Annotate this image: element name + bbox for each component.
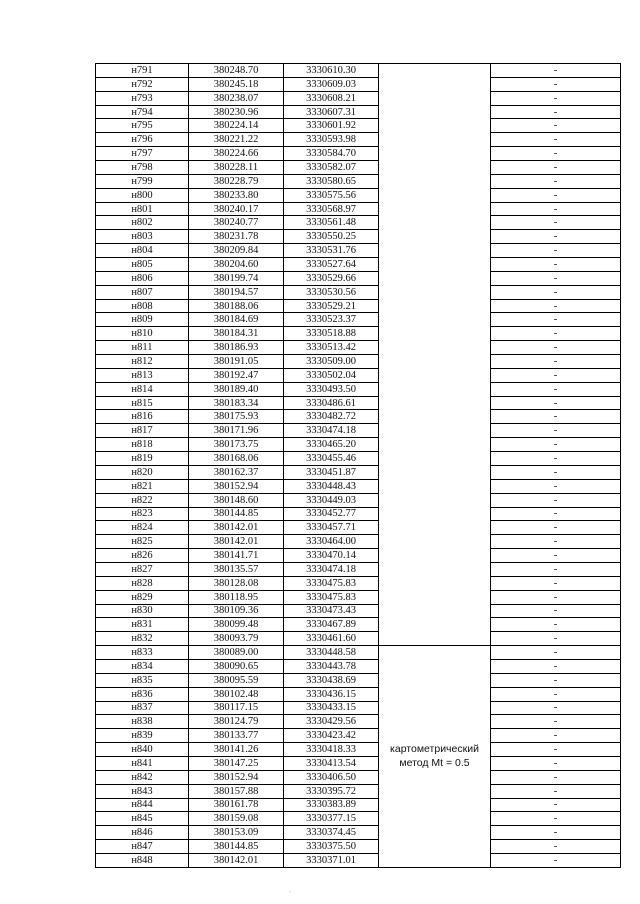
table-row — [96, 452, 621, 466]
x-coordinate-cell: 380248.70 — [189, 64, 284, 78]
x-coordinate-cell: 380157.88 — [189, 784, 284, 798]
table-row — [96, 493, 621, 507]
y-coordinate-cell: 3330568.97 — [284, 202, 379, 216]
y-coordinate-cell: 3330464.00 — [284, 535, 379, 549]
x-coordinate-cell: 380224.66 — [189, 147, 284, 161]
x-coordinate-cell: 380135.57 — [189, 562, 284, 576]
y-coordinate-cell: 3330502.04 — [284, 368, 379, 382]
point-id-cell: н808 — [96, 299, 189, 313]
x-coordinate-cell: 380233.80 — [189, 188, 284, 202]
accuracy-cell: - — [491, 687, 621, 701]
y-coordinate-cell: 3330550.25 — [284, 230, 379, 244]
point-id-cell: н811 — [96, 341, 189, 355]
accuracy-cell: - — [491, 812, 621, 826]
method-cell: картометрический метод Mt = 0.5 — [379, 646, 491, 868]
y-coordinate-cell: 3330509.00 — [284, 355, 379, 369]
point-id-cell: н831 — [96, 618, 189, 632]
y-coordinate-cell: 3330475.83 — [284, 590, 379, 604]
y-coordinate-cell: 3330607.31 — [284, 105, 379, 119]
y-coordinate-cell: 3330451.87 — [284, 465, 379, 479]
y-coordinate-cell: 3330482.72 — [284, 410, 379, 424]
table-row — [96, 258, 621, 272]
x-coordinate-cell: 380142.01 — [189, 853, 284, 867]
table-row — [96, 341, 621, 355]
accuracy-cell: - — [491, 756, 621, 770]
table-row — [96, 188, 621, 202]
y-coordinate-cell: 3330438.69 — [284, 673, 379, 687]
x-coordinate-cell: 380153.09 — [189, 826, 284, 840]
table-row — [96, 507, 621, 521]
x-coordinate-cell: 380144.85 — [189, 507, 284, 521]
accuracy-cell: - — [491, 701, 621, 715]
x-coordinate-cell: 380228.79 — [189, 174, 284, 188]
accuracy-cell: - — [491, 632, 621, 646]
y-coordinate-cell: 3330523.37 — [284, 313, 379, 327]
accuracy-cell: - — [491, 285, 621, 299]
x-coordinate-cell: 380199.74 — [189, 271, 284, 285]
y-coordinate-cell: 3330452.77 — [284, 507, 379, 521]
x-coordinate-cell: 380161.78 — [189, 798, 284, 812]
x-coordinate-cell: 380142.01 — [189, 521, 284, 535]
table-row — [96, 576, 621, 590]
point-id-cell: н791 — [96, 64, 189, 78]
point-id-cell: н803 — [96, 230, 189, 244]
accuracy-cell: - — [491, 188, 621, 202]
table-row — [96, 853, 621, 867]
x-coordinate-cell: 380171.96 — [189, 424, 284, 438]
y-coordinate-cell: 3330383.89 — [284, 798, 379, 812]
point-id-cell: н827 — [96, 562, 189, 576]
y-coordinate-cell: 3330513.42 — [284, 341, 379, 355]
point-id-cell: н812 — [96, 355, 189, 369]
accuracy-cell: - — [491, 119, 621, 133]
x-coordinate-cell: 380189.40 — [189, 382, 284, 396]
y-coordinate-cell: 3330575.56 — [284, 188, 379, 202]
accuracy-cell: - — [491, 230, 621, 244]
x-coordinate-cell: 380095.59 — [189, 673, 284, 687]
x-coordinate-cell: 380192.47 — [189, 368, 284, 382]
accuracy-cell: - — [491, 244, 621, 258]
accuracy-cell: - — [491, 133, 621, 147]
table-row — [96, 673, 621, 687]
point-id-cell: н834 — [96, 659, 189, 673]
table-row — [96, 812, 621, 826]
x-coordinate-cell: 380184.69 — [189, 313, 284, 327]
point-id-cell: н824 — [96, 521, 189, 535]
point-id-cell: н840 — [96, 743, 189, 757]
y-coordinate-cell: 3330475.83 — [284, 576, 379, 590]
accuracy-cell: - — [491, 410, 621, 424]
y-coordinate-cell: 3330473.43 — [284, 604, 379, 618]
y-coordinate-cell: 3330461.60 — [284, 632, 379, 646]
point-id-cell: н823 — [96, 507, 189, 521]
accuracy-cell: - — [491, 77, 621, 91]
accuracy-cell: - — [491, 105, 621, 119]
point-id-cell: н836 — [96, 687, 189, 701]
point-id-cell: н847 — [96, 840, 189, 854]
y-coordinate-cell: 3330531.76 — [284, 244, 379, 258]
point-id-cell: н820 — [96, 465, 189, 479]
accuracy-cell: - — [491, 341, 621, 355]
y-coordinate-cell: 3330448.43 — [284, 479, 379, 493]
accuracy-cell: - — [491, 535, 621, 549]
accuracy-cell: - — [491, 424, 621, 438]
table-row — [96, 368, 621, 382]
accuracy-cell: - — [491, 382, 621, 396]
point-id-cell: н838 — [96, 715, 189, 729]
y-coordinate-cell: 3330529.21 — [284, 299, 379, 313]
x-coordinate-cell: 380159.08 — [189, 812, 284, 826]
table-row — [96, 479, 621, 493]
x-coordinate-cell: 380245.18 — [189, 77, 284, 91]
point-id-cell: н792 — [96, 77, 189, 91]
table-row — [96, 590, 621, 604]
y-coordinate-cell: 3330529.66 — [284, 271, 379, 285]
point-id-cell: н794 — [96, 105, 189, 119]
point-id-cell: н828 — [96, 576, 189, 590]
accuracy-cell: - — [491, 853, 621, 867]
x-coordinate-cell: 380141.26 — [189, 743, 284, 757]
table-row — [96, 424, 621, 438]
accuracy-cell: - — [491, 729, 621, 743]
point-id-cell: н805 — [96, 258, 189, 272]
table-row — [96, 646, 621, 660]
table-row — [96, 355, 621, 369]
y-coordinate-cell: 3330465.20 — [284, 438, 379, 452]
accuracy-cell: - — [491, 271, 621, 285]
y-coordinate-cell: 3330395.72 — [284, 784, 379, 798]
accuracy-cell: - — [491, 299, 621, 313]
x-coordinate-cell: 380204.60 — [189, 258, 284, 272]
point-id-cell: н833 — [96, 646, 189, 660]
point-id-cell: н816 — [96, 410, 189, 424]
y-coordinate-cell: 3330418.33 — [284, 743, 379, 757]
y-coordinate-cell: 3330470.14 — [284, 549, 379, 563]
point-id-cell: н825 — [96, 535, 189, 549]
accuracy-cell: - — [491, 493, 621, 507]
y-coordinate-cell: 3330457.71 — [284, 521, 379, 535]
y-coordinate-cell: 3330518.88 — [284, 327, 379, 341]
y-coordinate-cell: 3330593.98 — [284, 133, 379, 147]
table-row — [96, 396, 621, 410]
table-row — [96, 313, 621, 327]
table-row — [96, 784, 621, 798]
point-id-cell: н842 — [96, 770, 189, 784]
accuracy-cell: - — [491, 438, 621, 452]
point-id-cell: н845 — [96, 812, 189, 826]
point-id-cell: н793 — [96, 91, 189, 105]
accuracy-cell: - — [491, 784, 621, 798]
x-coordinate-cell: 380221.22 — [189, 133, 284, 147]
x-coordinate-cell: 380238.07 — [189, 91, 284, 105]
table-row — [96, 632, 621, 646]
table-row — [96, 438, 621, 452]
accuracy-cell: - — [491, 798, 621, 812]
point-id-cell: н797 — [96, 147, 189, 161]
coordinates-table-body — [96, 64, 621, 868]
point-id-cell: н819 — [96, 452, 189, 466]
x-coordinate-cell: 380240.17 — [189, 202, 284, 216]
x-coordinate-cell: 380194.57 — [189, 285, 284, 299]
point-id-cell: н846 — [96, 826, 189, 840]
table-row — [96, 285, 621, 299]
table-row — [96, 535, 621, 549]
x-coordinate-cell: 380144.85 — [189, 840, 284, 854]
x-coordinate-cell: 380118.95 — [189, 590, 284, 604]
table-row — [96, 327, 621, 341]
table-row — [96, 659, 621, 673]
y-coordinate-cell: 3330371.01 — [284, 853, 379, 867]
accuracy-cell: - — [491, 202, 621, 216]
accuracy-cell: - — [491, 826, 621, 840]
table-row — [96, 299, 621, 313]
table-row — [96, 410, 621, 424]
table-row — [96, 562, 621, 576]
y-coordinate-cell: 3330608.21 — [284, 91, 379, 105]
table-row — [96, 174, 621, 188]
accuracy-cell: - — [491, 521, 621, 535]
y-coordinate-cell: 3330413.54 — [284, 756, 379, 770]
y-coordinate-cell: 3330530.56 — [284, 285, 379, 299]
table-row — [96, 715, 621, 729]
table-row — [96, 91, 621, 105]
x-coordinate-cell: 380117.15 — [189, 701, 284, 715]
point-id-cell: н804 — [96, 244, 189, 258]
table-row — [96, 549, 621, 563]
x-coordinate-cell: 380188.06 — [189, 299, 284, 313]
table-row — [96, 687, 621, 701]
accuracy-cell: - — [491, 161, 621, 175]
y-coordinate-cell: 3330433.15 — [284, 701, 379, 715]
x-coordinate-cell: 380124.79 — [189, 715, 284, 729]
y-coordinate-cell: 3330580.65 — [284, 174, 379, 188]
y-coordinate-cell: 3330527.64 — [284, 258, 379, 272]
y-coordinate-cell: 3330448.58 — [284, 646, 379, 660]
point-id-cell: н818 — [96, 438, 189, 452]
table-row — [96, 701, 621, 715]
accuracy-cell: - — [491, 604, 621, 618]
y-coordinate-cell: 3330467.89 — [284, 618, 379, 632]
table-row — [96, 743, 621, 757]
point-id-cell: н802 — [96, 216, 189, 230]
table-row — [96, 216, 621, 230]
accuracy-cell: - — [491, 840, 621, 854]
method-cell — [379, 64, 491, 646]
accuracy-cell: - — [491, 659, 621, 673]
y-coordinate-cell: 3330474.18 — [284, 424, 379, 438]
accuracy-cell: - — [491, 646, 621, 660]
x-coordinate-cell: 380230.96 — [189, 105, 284, 119]
point-id-cell: н821 — [96, 479, 189, 493]
table-row — [96, 147, 621, 161]
x-coordinate-cell: 380102.48 — [189, 687, 284, 701]
x-coordinate-cell: 380231.78 — [189, 230, 284, 244]
accuracy-cell: - — [491, 355, 621, 369]
table-row — [96, 119, 621, 133]
y-coordinate-cell: 3330601.92 — [284, 119, 379, 133]
x-coordinate-cell: 380148.60 — [189, 493, 284, 507]
point-id-cell: н848 — [96, 853, 189, 867]
table-row — [96, 770, 621, 784]
y-coordinate-cell: 3330610.30 — [284, 64, 379, 78]
accuracy-cell: - — [491, 743, 621, 757]
accuracy-cell: - — [491, 576, 621, 590]
point-id-cell: н796 — [96, 133, 189, 147]
y-coordinate-cell: 3330374.45 — [284, 826, 379, 840]
point-id-cell: н822 — [96, 493, 189, 507]
point-id-cell: н830 — [96, 604, 189, 618]
point-id-cell: н817 — [96, 424, 189, 438]
table-row — [96, 64, 621, 78]
accuracy-cell: - — [491, 549, 621, 563]
point-id-cell: н835 — [96, 673, 189, 687]
point-id-cell: н810 — [96, 327, 189, 341]
point-id-cell: н800 — [96, 188, 189, 202]
point-id-cell: н832 — [96, 632, 189, 646]
accuracy-cell: - — [491, 479, 621, 493]
coordinates-table — [95, 63, 621, 868]
table-row — [96, 826, 621, 840]
accuracy-cell: - — [491, 465, 621, 479]
point-id-cell: н814 — [96, 382, 189, 396]
x-coordinate-cell: 380141.71 — [189, 549, 284, 563]
x-coordinate-cell: 380175.93 — [189, 410, 284, 424]
x-coordinate-cell: 380090.65 — [189, 659, 284, 673]
y-coordinate-cell: 3330423.42 — [284, 729, 379, 743]
y-coordinate-cell: 3330474.18 — [284, 562, 379, 576]
x-coordinate-cell: 380224.14 — [189, 119, 284, 133]
x-coordinate-cell: 380133.77 — [189, 729, 284, 743]
table-row — [96, 105, 621, 119]
y-coordinate-cell: 3330493.50 — [284, 382, 379, 396]
accuracy-cell: - — [491, 562, 621, 576]
table-row — [96, 230, 621, 244]
x-coordinate-cell: 380184.31 — [189, 327, 284, 341]
point-id-cell: н839 — [96, 729, 189, 743]
x-coordinate-cell: 380240.77 — [189, 216, 284, 230]
x-coordinate-cell: 380147.25 — [189, 756, 284, 770]
point-id-cell: н795 — [96, 119, 189, 133]
x-coordinate-cell: 380093.79 — [189, 632, 284, 646]
x-coordinate-cell: 380152.94 — [189, 479, 284, 493]
table-row — [96, 521, 621, 535]
table-row — [96, 465, 621, 479]
accuracy-cell: - — [491, 618, 621, 632]
accuracy-cell: - — [491, 258, 621, 272]
accuracy-cell: - — [491, 507, 621, 521]
accuracy-cell: - — [491, 216, 621, 230]
table-row — [96, 382, 621, 396]
y-coordinate-cell: 3330584.70 — [284, 147, 379, 161]
y-coordinate-cell: 3330582.07 — [284, 161, 379, 175]
x-coordinate-cell: 380186.93 — [189, 341, 284, 355]
point-id-cell: н801 — [96, 202, 189, 216]
accuracy-cell: - — [491, 715, 621, 729]
point-id-cell: н829 — [96, 590, 189, 604]
y-coordinate-cell: 3330609.03 — [284, 77, 379, 91]
x-coordinate-cell: 380109.36 — [189, 604, 284, 618]
footer-mark: . — [290, 888, 292, 894]
accuracy-cell: - — [491, 327, 621, 341]
accuracy-cell: - — [491, 770, 621, 784]
y-coordinate-cell: 3330486.61 — [284, 396, 379, 410]
table-row — [96, 202, 621, 216]
accuracy-cell: - — [491, 147, 621, 161]
y-coordinate-cell: 3330449.03 — [284, 493, 379, 507]
accuracy-cell: - — [491, 313, 621, 327]
point-id-cell: н806 — [96, 271, 189, 285]
accuracy-cell: - — [491, 452, 621, 466]
point-id-cell: н837 — [96, 701, 189, 715]
x-coordinate-cell: 380099.48 — [189, 618, 284, 632]
x-coordinate-cell: 380209.84 — [189, 244, 284, 258]
accuracy-cell: - — [491, 673, 621, 687]
y-coordinate-cell: 3330406.50 — [284, 770, 379, 784]
table-row — [96, 133, 621, 147]
accuracy-cell: - — [491, 396, 621, 410]
x-coordinate-cell: 380183.34 — [189, 396, 284, 410]
x-coordinate-cell: 380152.94 — [189, 770, 284, 784]
point-id-cell: н807 — [96, 285, 189, 299]
table-row — [96, 161, 621, 175]
x-coordinate-cell: 380128.08 — [189, 576, 284, 590]
x-coordinate-cell: 380168.06 — [189, 452, 284, 466]
x-coordinate-cell: 380173.75 — [189, 438, 284, 452]
point-id-cell: н813 — [96, 368, 189, 382]
x-coordinate-cell: 380228.11 — [189, 161, 284, 175]
accuracy-cell: - — [491, 91, 621, 105]
y-coordinate-cell: 3330429.56 — [284, 715, 379, 729]
table-row — [96, 244, 621, 258]
point-id-cell: н799 — [96, 174, 189, 188]
accuracy-cell: - — [491, 368, 621, 382]
point-id-cell: н809 — [96, 313, 189, 327]
table-row — [96, 729, 621, 743]
y-coordinate-cell: 3330375.50 — [284, 840, 379, 854]
table-row — [96, 840, 621, 854]
x-coordinate-cell: 380191.05 — [189, 355, 284, 369]
accuracy-cell: - — [491, 174, 621, 188]
accuracy-cell: - — [491, 64, 621, 78]
y-coordinate-cell: 3330377.15 — [284, 812, 379, 826]
point-id-cell: н841 — [96, 756, 189, 770]
table-row — [96, 798, 621, 812]
y-coordinate-cell: 3330561.48 — [284, 216, 379, 230]
point-id-cell: н844 — [96, 798, 189, 812]
point-id-cell: н826 — [96, 549, 189, 563]
point-id-cell: н815 — [96, 396, 189, 410]
y-coordinate-cell: 3330443.78 — [284, 659, 379, 673]
y-coordinate-cell: 3330455.46 — [284, 452, 379, 466]
accuracy-cell: - — [491, 590, 621, 604]
x-coordinate-cell: 380142.01 — [189, 535, 284, 549]
point-id-cell: н843 — [96, 784, 189, 798]
table-row — [96, 271, 621, 285]
table-row — [96, 756, 621, 770]
x-coordinate-cell: 380162.37 — [189, 465, 284, 479]
table-row — [96, 618, 621, 632]
point-id-cell: н798 — [96, 161, 189, 175]
x-coordinate-cell: 380089.00 — [189, 646, 284, 660]
table-row — [96, 77, 621, 91]
y-coordinate-cell: 3330436.15 — [284, 687, 379, 701]
table-row — [96, 604, 621, 618]
